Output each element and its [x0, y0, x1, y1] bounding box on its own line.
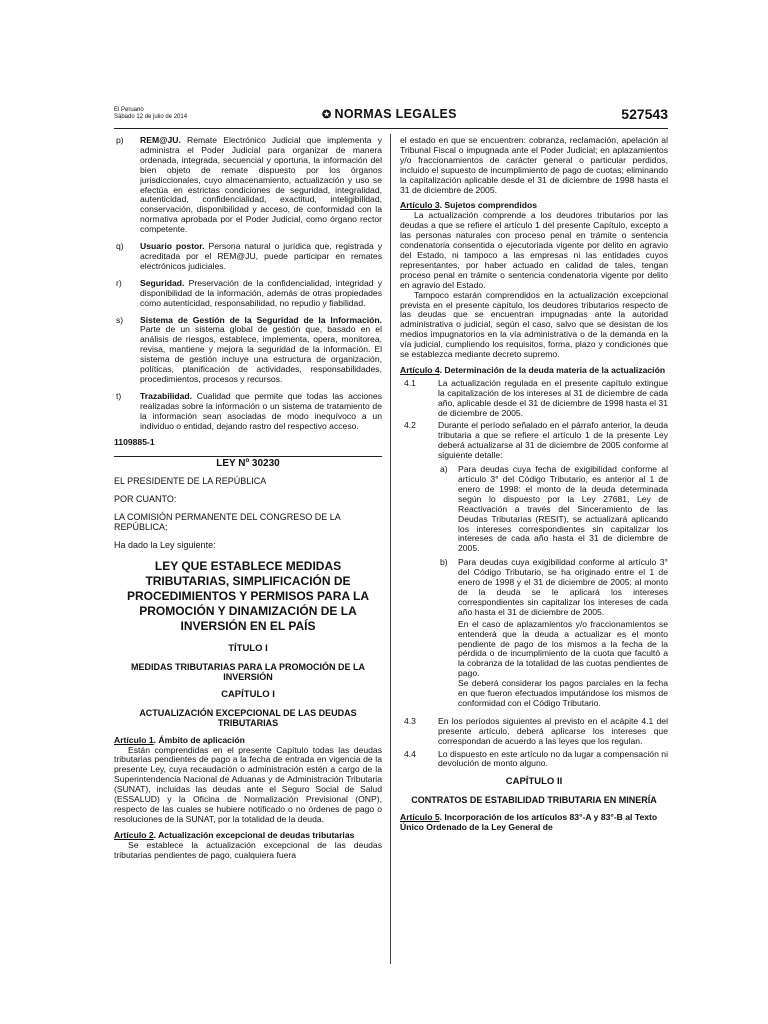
- article-number: Artículo 3: [400, 200, 440, 211]
- item-number: 4.4: [404, 748, 416, 759]
- law-number: LEY Nº 30230: [114, 456, 382, 469]
- definition-text: Remate Electrónico Judicial que implementa y administra el Poder Judicial para organizar de manera ordenada, integrada, secuencial y oportuna, la información del bien objeto de remate dispuesto por los órganos jurisdiccionales, cuyo almacenamiento, actualización y uso se efectúa en estrictas condiciones de seguridad, integralidad, autenticidad, confidencialidad, exactitud, inteligibilidad, conservación, disponibilidad y acceso, de conformidad con la normativa aprobada por el Poder Judicial, como órgano rector competente.: [140, 135, 382, 235]
- item-text: En los períodos siguientes al previsto en el acápite 4.1 del presente artículo, deberá aplicarse los intereses que correspondan de acuerdo a las leyes que los regulan.: [438, 715, 668, 746]
- definition-body: [140, 136, 382, 235]
- article-title: . Determinación de la deuda materia de la actualización: [439, 364, 666, 375]
- page-number: 527543: [621, 106, 668, 122]
- titulo-name: MEDIDAS TRIBUTARIAS PARA LA PROMOCIÓN DE LA INVERSIÓN: [131, 661, 365, 682]
- titulo-heading: TÍTULO I: [228, 642, 268, 654]
- section-name: NORMAS LEGALES: [334, 107, 457, 121]
- definition-text: Persona natural o jurídica que, registrada y acreditada por el REM@JU, puede participar en remates electrónicos judiciales.: [140, 241, 382, 271]
- capitulo-2-heading: CAPÍTULO II: [505, 776, 563, 788]
- sub-item: [434, 465, 668, 554]
- definition-term: Seguridad.: [140, 277, 185, 288]
- numbered-item: [400, 750, 668, 770]
- article-title: . Actualización excepcional de deudas tributarias: [153, 829, 355, 840]
- comision-line: LA COMISIÓN PERMANENTE DEL CONGRESO DE LA REPÚBLICA;: [114, 512, 341, 532]
- article-4-heading: [400, 366, 668, 376]
- definition-letter: r): [116, 277, 122, 288]
- notice-code: 1109885-1: [114, 437, 155, 448]
- article-number: Artículo 4: [400, 364, 440, 375]
- definition-text: Parte de un sistema global de gestión que, basado en el análisis de riesgos, establece, implementa, opera, monitorea, revisa, mantiene y mejora la seguridad de la información. El sistema de gestión incluye una estructura de organización, políticas, planificación de actividades, responsabilidades, procedimientos, procesos y recursos.: [140, 324, 382, 384]
- article-2-text: Se establece la actualización excepcional de las deudas tributarias pendientes de pago, cualquiera fuera: [114, 839, 382, 860]
- definition-body: [140, 392, 382, 432]
- definition-term: REM@JU.: [140, 135, 181, 145]
- definition-letter: s): [116, 314, 124, 325]
- definition-letter: p): [116, 135, 124, 145]
- capitulo-name: ACTUALIZACIÓN EXCEPCIONAL DE LAS DEUDAS TRIBUTARIAS: [139, 707, 357, 728]
- definition-body: [140, 316, 382, 385]
- page-header: [114, 106, 668, 129]
- article-3-paragraph-2: Tampoco estarán comprendidos en la actualización excepcional prevista en el presente capítulo, los deudores tributarios respecto de las deudas que se encuentran impugnadas ante la autoridad administrativa o judicial, según el caso, salvo que se desistan de los medios impugnatorios en la vía administrativa o de la demanda en la vía judicial, cumpliendo los requisitos, forma, plazo y condiciones que se establezca mediante decreto supremo.: [400, 289, 668, 360]
- seal-icon: ✪: [322, 109, 332, 121]
- right-column: [400, 136, 668, 833]
- numbered-item: [400, 717, 668, 747]
- newspaper-page: [114, 106, 668, 966]
- sub-item: [434, 558, 668, 617]
- capitulo-2-name: CONTRATOS DE ESTABILIDAD TRIBUTARIA EN MINERÍA: [411, 795, 657, 806]
- article-1-text: Están comprendidas en el presente Capítulo todas las deudas tributarias pendientes de pago a la fecha de entrada en vigencia de la presente Ley, cuya recaudación o administración estén a cargo de la Superintendencia Nacional de Aduanas y de Administración Tributaria (SUNAT), incluidas las deudas ante el Seguro Social de Salud (ESSALUD) y la Oficina de Normalización Previsional (ONP), respecto de las cuales se hubiere notificado o no órdenes de pago o resoluciones de la SUNAT, por la totalidad de la deuda.: [114, 744, 382, 824]
- item-text: La actualización regulada en el presente capítulo extingue la capitalización de los intereses al 31 de diciembre de cada año, aplicable desde el 31 de diciembre de 1998 hasta el 31 de diciembre de 2005.: [438, 377, 668, 418]
- article-number: Artículo 5: [400, 812, 440, 823]
- definition-text: Cualidad que permite que todas las acciones realizadas sobre la información o un sistema de tratamiento de la información sean asociadas de modo inequívoco a un individuo o entidad, dejando rastro del respectivo acceso.: [140, 390, 382, 431]
- definition-term: Usuario postor.: [140, 241, 205, 252]
- definition-item: [114, 136, 382, 235]
- law-headline: LEY QUE ESTABLECE MEDIDAS TRIBUTARIAS, SIMPLIFICACIÓN DE PROCEDIMIENTOS Y PERMISOS PARA LA PROMOCIÓN Y DINAMIZACIÓN DE LA INVERSIÓN EN EL PAÍS: [126, 558, 370, 633]
- sub-item-continuation: Se deberá considerar los pagos parciales en la fecha en que fueron efectuados imputándose los mismos de conformidad con el Código Tributario.: [458, 678, 668, 708]
- sub-item-continuation: En el caso de aplazamientos y/o fraccionamientos se entenderá que la deuda a actualizar es el monto pendiente de pago de los mismos a la fecha de la pérdida o de incumplimiento de la cuota que facultó a la cobranza de la totalidad de las cuotas pendientes de pago.: [458, 618, 668, 679]
- numbered-item: [400, 379, 668, 419]
- publisher-name: El Peruano: [114, 107, 144, 113]
- definition-item: [114, 279, 382, 309]
- continued-text: el estado en que se encuentren: cobranza, reclamación, apelación al Tribunal Fiscal o impugnada ante el Poder Judicial; en aplazamientos y/o fraccionamientos de carácter general o particular perdidos, incluido el supuesto de incumplimiento de pago de cuotas; eliminando la capitalización aplicable desde el 31 de diciembre de 1998 hasta el 31 de diciembre de 2005.: [400, 135, 668, 195]
- sub-item-letter: a): [440, 464, 448, 475]
- definition-letter: t): [116, 390, 122, 401]
- article-title: . Ámbito de aplicación: [153, 734, 245, 745]
- capitulo-heading: CAPÍTULO I: [221, 688, 275, 700]
- definition-item: [114, 392, 382, 432]
- definition-text: Preservación de la confidencialidad, integridad y disponibilidad de la información, además de otras propiedades como autenticidad, responsabilidad, no repudio y fiabilidad.: [140, 277, 382, 308]
- article-number: Artículo 2: [114, 829, 154, 840]
- definition-letter: q): [116, 241, 124, 252]
- article-title: . Sujetos comprendidos: [439, 200, 538, 211]
- por-cuanto-line: POR CUANTO:: [114, 494, 177, 505]
- definition-item: [114, 316, 382, 385]
- item-number: 4.1: [404, 377, 416, 388]
- definition-item: [114, 242, 382, 272]
- definition-term: Trazabilidad.: [140, 390, 193, 401]
- definitions-list: [114, 136, 382, 431]
- item-text: Durante el período señalado en el párrafo anterior, la deuda tributaria a que se refiere el artículo 1 de la presente Ley deberá actualizarse al 31 de diciembre de 2005 conforme al siguiente detalle:: [438, 420, 668, 461]
- publisher-info: [114, 107, 187, 121]
- item-text: Lo dispuesto en este artículo no da lugar a compensación ni devolución de monto alguno.: [438, 748, 668, 769]
- definition-body: [140, 242, 382, 272]
- ha-dado-line: Ha dado la Ley siguiente:: [114, 539, 216, 550]
- definition-body: [140, 279, 382, 309]
- left-column: [114, 136, 382, 861]
- article-3-paragraph-1: La actualización comprende a los deudores tributarios por las deudas a que se refiere el artículo 1 del presente Capítulo, excepto a las personas naturales con proceso penal en trámite o sentencia condenatoria consentida o ejecutoriada vigente por delito en agravio del Estado, ni tampoco a las empresas ni las entidades cuyos representantes, por haber actuado en calidad de tales, tengan proceso penal en trámite o sentencia condenatoria vigente por delito en agravio del Estado.: [400, 210, 668, 290]
- definition-term: Sistema de Gestión de la Seguridad de la Información.: [140, 314, 382, 325]
- article-5-heading: [400, 813, 668, 833]
- article-number: Artículo 1: [114, 734, 154, 745]
- column-divider: [390, 134, 391, 964]
- numbered-item: [400, 421, 668, 461]
- item-number: 4.3: [404, 715, 416, 726]
- section-title: [322, 107, 457, 121]
- sub-item-letter: b): [440, 557, 448, 568]
- publication-date: Sábado 12 de julio de 2014: [114, 114, 188, 120]
- item-number: 4.2: [404, 420, 416, 431]
- president-line: EL PRESIDENTE DE LA REPÚBLICA: [114, 476, 267, 487]
- sub-item-text: Para deudas cuya exigibilidad conforme al artículo 3° del Código Tributario, se ha originado entre el 1 de enero de 1998 y el 31 de diciembre de 2005: al monto de la deuda se le aplicará los intereses correspondientes sin capitalizar los intereses de cada año hasta el 31 de diciembre de 2005.: [458, 557, 668, 617]
- article-title: . Incorporación de los artículos 83°-A y 83°-B al Texto Único Ordenado de la Ley General de: [400, 812, 658, 833]
- sub-item-text: Para deudas cuya fecha de exigibilidad conforme al artículo 3° del Código Tributario, es anterior al 1 de enero de 1998: el monto de la deuda determinada según lo dispuesto por la Ley 27681, Ley de Reactivación a través del Sinceramiento de las Deudas Tributarias (RESIT), se actualizará aplicando los intereses correspondientes sin capitalizar los intereses de cada año hasta el 31 de diciembre de 2005.: [458, 464, 668, 554]
